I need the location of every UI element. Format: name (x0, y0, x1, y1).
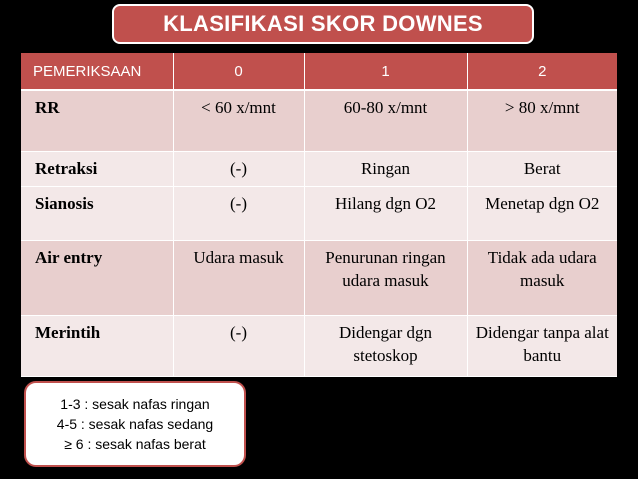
row-label: RR (21, 90, 173, 152)
legend-line-severe: ≥ 6 : sesak nafas berat (64, 436, 206, 452)
table-row (21, 152, 617, 187)
header-score-0: 0 (173, 53, 304, 90)
cell-score-0: (-) (173, 152, 304, 187)
cell-score-2: Menetap dgn O2 (467, 187, 617, 241)
table-row (21, 90, 617, 152)
legend-line-moderate: 4-5 : sesak nafas sedang (56, 416, 214, 432)
header-score-1: 1 (304, 53, 467, 90)
cell-score-1: Ringan (304, 152, 467, 187)
row-label: Merintih (21, 316, 173, 377)
cell-score-2: > 80 x/mnt (467, 90, 617, 152)
downes-score-table (21, 53, 617, 377)
row-label: Sianosis (21, 187, 173, 241)
cell-score-2: Tidak ada udara masuk (467, 241, 617, 316)
cell-score-1: Didengar dgn stetoskop (304, 316, 467, 377)
table-row (21, 316, 617, 377)
cell-score-1: Penurunan ringan udara masuk (304, 241, 467, 316)
table-row (21, 187, 617, 241)
table-row (21, 241, 617, 316)
cell-score-1: 60-80 x/mnt (304, 90, 467, 152)
table-header-row (21, 53, 617, 90)
cell-score-2: Berat (467, 152, 617, 187)
row-label: Air entry (21, 241, 173, 316)
cell-score-0: (-) (173, 316, 304, 377)
legend-line-mild: 1-3 : sesak nafas ringan (60, 396, 210, 412)
header-pemeriksaan: PEMERIKSAAN (21, 53, 173, 90)
header-score-2: 2 (467, 53, 617, 90)
slide-title: KLASIFIKASI SKOR DOWNES (112, 4, 534, 44)
cell-score-0: (-) (173, 187, 304, 241)
score-legend-box (24, 381, 246, 467)
cell-score-2: Didengar tanpa alat bantu (467, 316, 617, 377)
row-label: Retraksi (21, 152, 173, 187)
cell-score-0: < 60 x/mnt (173, 90, 304, 152)
cell-score-0: Udara masuk (173, 241, 304, 316)
cell-score-1: Hilang dgn O2 (304, 187, 467, 241)
